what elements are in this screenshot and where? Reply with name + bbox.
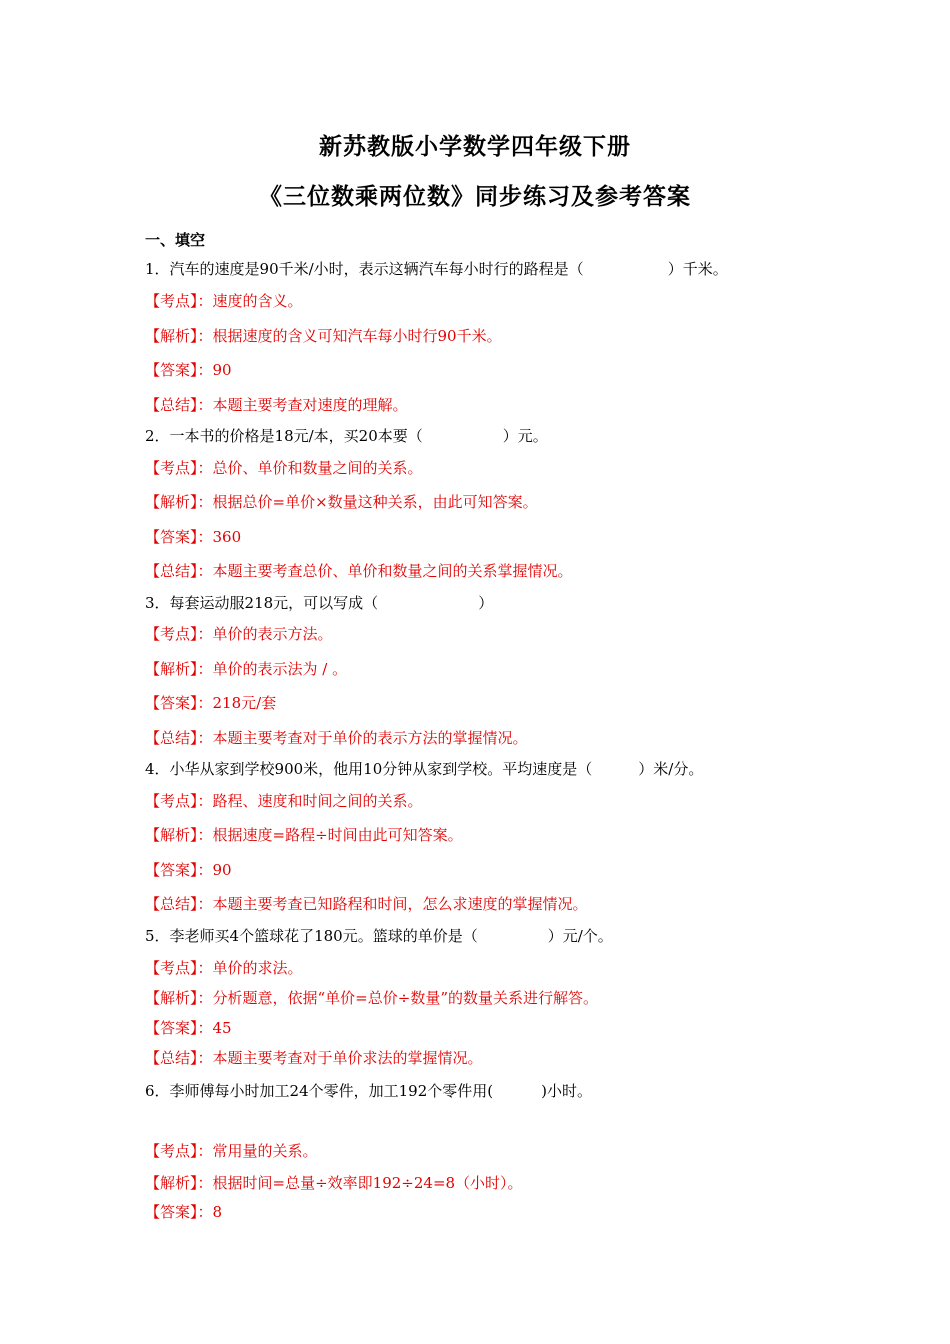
kaodian-1: 【考点】：速度的含义。 — [145, 292, 303, 310]
question-6 — [145, 1081, 592, 1101]
question-2-text: 2．一本书的价格是18元/本，买20本要（ — [145, 427, 423, 445]
zongjie-2: 【总结】：本题主要考查总价、单价和数量之间的关系掌握情况。 — [145, 562, 573, 580]
jiexi-6: 【解析】：根据时间=总量÷效率即192÷24=8（小时）。 — [145, 1174, 523, 1192]
jiexi-1: 【解析】：根据速度的含义可知汽车每小时行90千米。 — [145, 327, 502, 345]
page-title: 新苏教版小学数学四年级下册 — [319, 134, 631, 160]
zongjie-1: 【总结】：本题主要考查对速度的理解。 — [145, 396, 408, 414]
question-3-text: 3．每套运动服218元，可以写成（ — [145, 594, 379, 612]
question-5-text: 5．李老师买4个篮球花了180元。篮球的单价是（ — [145, 927, 478, 945]
question-1 — [145, 259, 728, 279]
zongjie-4: 【总结】：本题主要考查已知路程和时间，怎么求速度的掌握情况。 — [145, 895, 588, 913]
question-1-text-end: ）千米。 — [667, 260, 728, 278]
daan-4: 【答案】：90 — [145, 861, 232, 879]
question-6-text: 6．李师傅每小时加工24个零件，加工192个零件用( — [145, 1082, 494, 1100]
question-4-text-end: ）米/分。 — [638, 760, 704, 778]
jiexi-3: 【解析】：单价的表示法为 / 。 — [145, 660, 348, 678]
question-2 — [145, 426, 548, 446]
jiexi-5: 【解析】：分析题意，依据“单价=总价÷数量”的数量关系进行解答。 — [145, 989, 598, 1007]
kaodian-2: 【考点】：总价、单价和数量之间的关系。 — [145, 459, 423, 477]
zongjie-5: 【总结】：本题主要考查对于单价求法的掌握情况。 — [145, 1049, 483, 1067]
daan-6: 【答案】：8 — [145, 1203, 223, 1221]
question-3-text-end: ） — [478, 594, 494, 612]
daan-1: 【答案】：90 — [145, 361, 232, 379]
kaodian-5: 【考点】：单价的求法。 — [145, 959, 303, 977]
daan-2: 【答案】：360 — [145, 528, 242, 546]
kaodian-6: 【考点】：常用量的关系。 — [145, 1142, 318, 1160]
question-5-text-end: ）元/个。 — [547, 927, 613, 945]
daan-5: 【答案】：45 — [145, 1019, 232, 1037]
question-2-text-end: ）元。 — [502, 427, 548, 445]
section-heading: 一、填空 — [145, 231, 206, 249]
question-1-text: 1．汽车的速度是90千米/小时，表示这辆汽车每小时行的路程是（ — [145, 260, 584, 278]
question-3 — [145, 593, 493, 613]
question-4 — [145, 759, 703, 779]
zongjie-3: 【总结】：本题主要考查对于单价的表示方法的掌握情况。 — [145, 729, 528, 747]
question-6-text-end: )小时。 — [541, 1082, 592, 1100]
jiexi-2: 【解析】：根据总价=单价×数量这种关系，由此可知答案。 — [145, 493, 538, 511]
daan-3: 【答案】：218元/套 — [145, 694, 277, 712]
page-subtitle: 《三位数乘两位数》同步练习及参考答案 — [259, 184, 691, 210]
jiexi-4: 【解析】：根据速度=路程÷时间由此可知答案。 — [145, 826, 463, 844]
kaodian-3: 【考点】：单价的表示方法。 — [145, 625, 333, 643]
kaodian-4: 【考点】：路程、速度和时间之间的关系。 — [145, 792, 423, 810]
question-5 — [145, 926, 613, 946]
question-4-text: 4．小华从家到学校900米，他用10分钟从家到学校。平均速度是（ — [145, 760, 593, 778]
